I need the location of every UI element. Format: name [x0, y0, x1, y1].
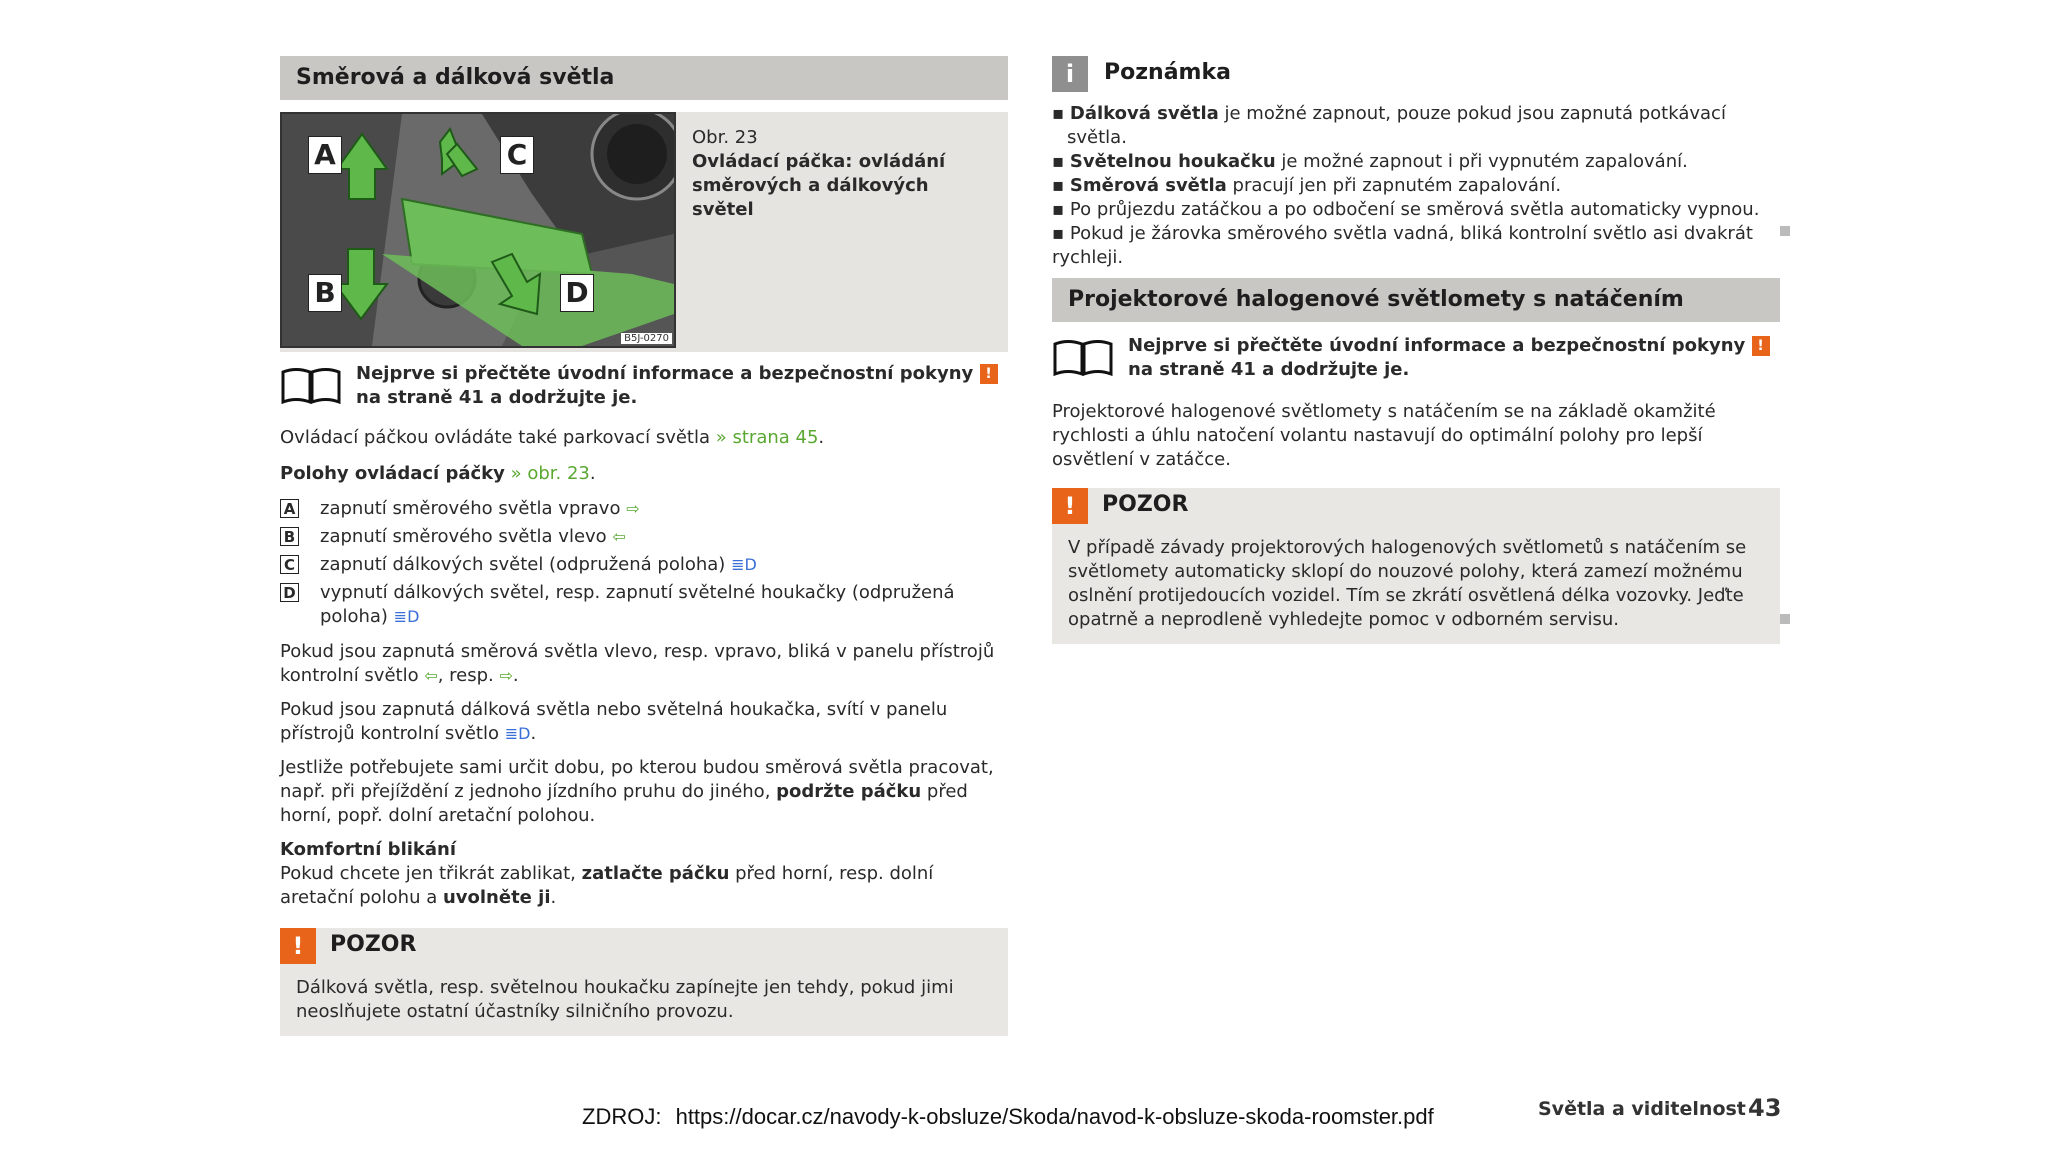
position-text: zapnutí dálkových světel (odpružená poloha) — [320, 554, 726, 575]
bullet-bold: Dálková světla — [1069, 103, 1219, 124]
positions-heading — [280, 462, 1008, 486]
list-item — [280, 497, 1008, 525]
safety-pre: Nejprve si přečtěte úvodní informace a bezpečnostní pokyny — [1128, 335, 1746, 356]
position-text: vypnutí dálkových světel, resp. zapnutí světelné houkačky (odpružená poloha) — [320, 582, 955, 627]
p2-a: Pokud jsou zapnutá směrová světla vlevo, resp. vpravo, bliká v panelu přístrojů kontrolní světlo — [280, 641, 995, 686]
warning-mark: ! — [980, 364, 998, 384]
turn-right-icon: ⇨ — [499, 666, 513, 685]
safety-post: na straně 41 a dodržujte je. — [1128, 359, 1410, 380]
safety-pre: Nejprve si přečtěte úvodní informace a bezpečnostní pokyny — [356, 363, 974, 384]
figure-label-b: B — [308, 274, 342, 312]
info-icon: i — [1052, 56, 1088, 92]
p4-a: Jestliže potřebujete sami určit dobu, po kterou budou směrová světla pracovat, např. při přejíždění z jednoho jízdního pruhu do jiného, — [280, 757, 994, 802]
bullet-text: Pokud je žárovka směrového světla vadná, bliká kontrolní světlo asi dvakrát rychleji. — [1052, 223, 1753, 268]
p1-end: . — [818, 427, 825, 448]
warning-box-right — [1052, 488, 1780, 644]
figure-code: B5J-0270 — [621, 333, 672, 344]
warning-icon: ! — [280, 928, 316, 964]
end-marker — [1780, 614, 1790, 624]
p2-c: . — [512, 665, 519, 686]
high-beam-icon: ≣D — [504, 724, 531, 743]
comfort-a: Pokud chcete jen třikrát zablikat, — [280, 863, 582, 884]
list-item: ▪ Směrová světla pracují jen při zapnutém zapalování. — [1052, 175, 1562, 196]
chapter-name: Světla a viditelnost — [1538, 1098, 1746, 1120]
comfort-text — [280, 862, 1008, 910]
list-item: ▪ Po průjezdu zatáčkou a po odbočení se směrová světla automaticky vypnou. — [1052, 199, 1760, 220]
warning-icon: ! — [1052, 488, 1088, 524]
comfort-blinking — [280, 838, 1008, 910]
turn-left-icon: ⇦ — [424, 666, 438, 685]
link-obr-23[interactable]: » obr. 23 — [504, 463, 590, 484]
source-footer — [582, 1104, 1434, 1130]
safety-text-left — [356, 362, 1006, 410]
list-item: ▪ Dálková světla je možné zapnout, pouze pokud jsou zapnutá potkávací světla. — [1052, 103, 1726, 148]
paragraph-turn-indicator — [280, 640, 1008, 688]
high-beam-icon: ≣D — [393, 607, 420, 626]
position-letter: C — [280, 555, 299, 574]
p4-b: před horní, popř. dolní aretační polohou. — [280, 781, 968, 826]
p2-b: , resp. — [437, 665, 500, 686]
book-icon — [280, 366, 342, 406]
end-marker — [1780, 226, 1790, 236]
position-letter: D — [280, 583, 299, 602]
paragraph-parking-lights — [280, 426, 1008, 450]
positions-heading-end: . — [589, 463, 596, 484]
bullet-text: Po průjezdu zatáčkou a po odbočení se směrová světla automaticky vypnou. — [1069, 199, 1760, 220]
link-strana-45[interactable]: » strana 45 — [715, 427, 819, 448]
p3-a: Pokud jsou zapnutá dálková světla nebo světelná houkačka, svítí v panelu přístrojů kontrolní světlo — [280, 699, 948, 744]
position-letter: B — [280, 527, 299, 546]
source-label: ZDROJ: — [582, 1104, 662, 1129]
warning-box-left — [280, 928, 1008, 1036]
paragraph-projector: Projektorové halogenové světlomety s natáčením se na základě okamžité rychlosti a úhlu natočení volantu nastavují do optimální polohy pro lepší osvětlení v zatáčce. — [1052, 401, 1716, 470]
turn-right-icon: ⇨ — [626, 499, 640, 518]
p4-bold: podržte páčku — [776, 781, 922, 802]
figure-label-d: D — [560, 274, 594, 312]
section-title-projector: Projektorové halogenové světlomety s natáčením — [1052, 278, 1780, 322]
figure-label-a: A — [308, 136, 342, 174]
bullet-text: je možné zapnout, pouze pokud jsou zapnutá potkávací světla. — [1067, 103, 1726, 148]
warning-title: POZOR — [1102, 492, 1189, 517]
positions-list — [280, 497, 1008, 633]
comfort-bold1: zatlačte páčku — [581, 863, 730, 884]
bullet-bold: Směrová světla — [1069, 175, 1227, 196]
comfort-c: . — [550, 887, 557, 908]
p1-text: Ovládací páčkou ovládáte také parkovací světla — [280, 427, 716, 448]
list-item — [280, 553, 1008, 581]
warning-title: POZOR — [330, 932, 417, 957]
figure-label-c: C — [500, 136, 534, 174]
note-bullets — [1052, 102, 1772, 270]
high-beam-icon: ≣D — [731, 555, 757, 574]
figure-caption: Ovládací páčka: ovládání směrových a dálkových světel — [692, 151, 946, 220]
warning-text: V případě závady projektorových halogenových světlometů s natáčením se světlomety automaticky sklopí do nouzové polohy, která zamezí možnému oslnění protijedoucích vozidel. Tím se zkrátí osvětlená délka vozovky. Jeďte opatrně a neprodleně vyhledejte pomoc v odborném servisu. — [1068, 537, 1747, 630]
positions-heading-bold: Polohy ovládací páčky — [280, 463, 505, 484]
list-item: ▪ Světelnou houkačku je možné zapnout i při vypnutém zapalování. — [1052, 151, 1688, 172]
list-item — [280, 525, 1008, 553]
warning-mark: ! — [1752, 336, 1770, 356]
note-title: Poznámka — [1104, 60, 1231, 85]
figure-number: Obr. 23 — [692, 127, 758, 148]
page-number: 43 — [1748, 1094, 1782, 1122]
section-title-turn-signals: Směrová a dálková světla — [280, 56, 1008, 100]
turn-left-icon: ⇦ — [612, 527, 626, 546]
position-letter: A — [280, 499, 299, 518]
comfort-bold2: uvolněte ji — [442, 887, 551, 908]
position-text: zapnutí směrového světla vlevo — [320, 526, 607, 547]
bullet-bold: Světelnou houkačku — [1069, 151, 1276, 172]
warning-text: Dálková světla, resp. světelnou houkačku zapínejte jen tehdy, pokud jimi neoslňujete ostatní účastníky silničního provozu. — [296, 977, 954, 1022]
book-icon — [1052, 338, 1114, 378]
figure-box — [280, 112, 1008, 352]
comfort-b: před horní, resp. dolní aretační polohu a — [280, 863, 934, 908]
bullet-text: je možné zapnout i při vypnutém zapalování. — [1275, 151, 1688, 172]
p3-b: . — [530, 723, 537, 744]
figure-image — [280, 112, 676, 348]
safety-post: na straně 41 a dodržujte je. — [356, 387, 638, 408]
bullet-text: pracují jen při zapnutém zapalování. — [1226, 175, 1562, 196]
position-text: zapnutí směrového světla vpravo — [320, 498, 621, 519]
list-item — [280, 581, 1008, 633]
comfort-title: Komfortní blikání — [280, 839, 457, 860]
list-item: ▪ Pokud je žárovka směrového světla vadná, bliká kontrolní světlo asi dvakrát rychleji. — [1052, 223, 1753, 268]
paragraph-hold-lever — [280, 756, 1008, 828]
source-url[interactable]: https://docar.cz/navody-k-obsluze/Skoda/navod-k-obsluze-skoda-roomster.pdf — [675, 1104, 1434, 1129]
safety-text-right — [1128, 334, 1778, 382]
paragraph-high-beam-indicator — [280, 698, 1008, 746]
